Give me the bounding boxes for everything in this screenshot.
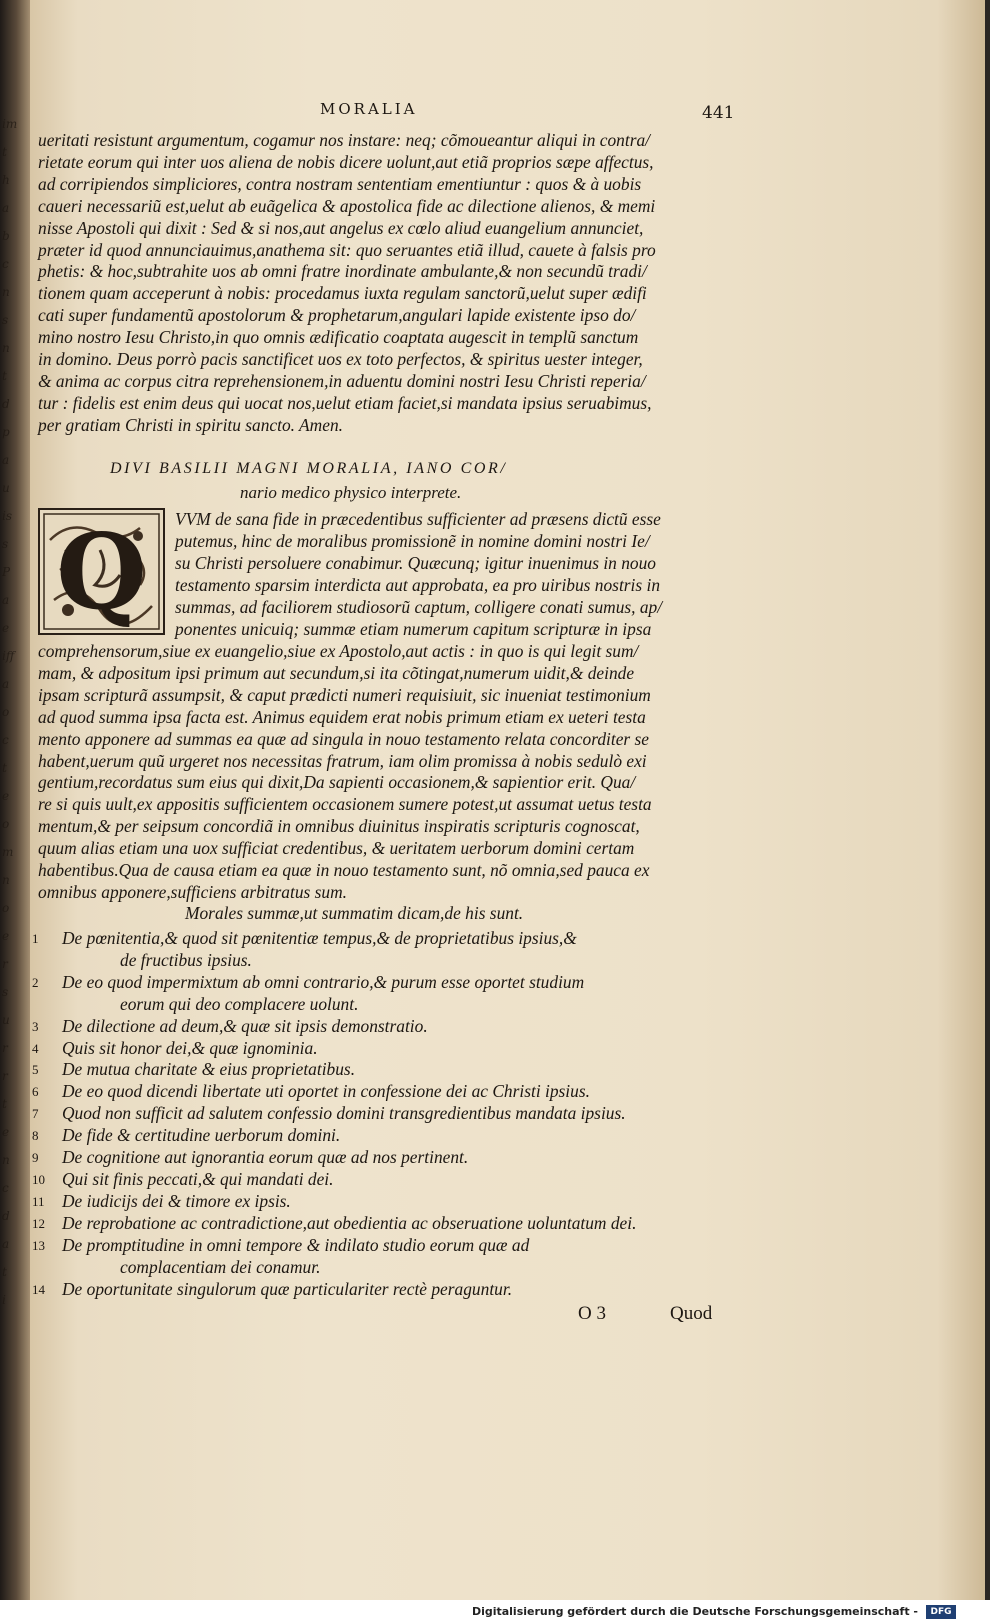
gutter-fragment: t xyxy=(2,1265,7,1279)
gutter-fragment: u xyxy=(2,1013,10,1027)
index-entry xyxy=(30,1125,750,1147)
gutter-fragment: e xyxy=(2,621,10,635)
entry-continuation: de fructibus ipsius. xyxy=(120,949,252,970)
gutter-fragment: c xyxy=(2,257,9,271)
entry-number: 11 xyxy=(32,1193,45,1209)
text-line: mino nostro Iesu Christo,in quo omnis ædificatio coaptata augescit in templũ sanctum xyxy=(38,327,639,348)
gutter-fragment: P xyxy=(2,565,11,579)
text-line: nisse Apostoli qui dixit : Sed & si nos,aut angelus ex cœlo aliud euangelium annunciet, xyxy=(38,217,644,238)
signature-mark: O 3 xyxy=(578,1303,606,1324)
gutter-fragment: b xyxy=(2,229,10,243)
entry-text: De oportunitate singulorum quæ particulariter rectè peraguntur. xyxy=(62,1278,513,1299)
text-line: putemus, hinc de moralibus promissionẽ in nomine domini nostri Ie/ xyxy=(175,530,650,551)
entry-text: De cognitione aut ignorantia eorum quæ ad nos pertinent. xyxy=(62,1147,469,1168)
entry-text: Quis sit honor dei,& quæ ignominia. xyxy=(62,1037,318,1058)
gutter-fragment: r xyxy=(2,1041,8,1055)
entry-number: 3 xyxy=(32,1018,39,1034)
gutter-fragment: is xyxy=(2,509,12,523)
gutter-fragment: a xyxy=(2,201,10,215)
entry-text: De iudicijs dei & timore ex ipsis. xyxy=(62,1190,291,1211)
entry-number: 7 xyxy=(32,1106,39,1122)
gutter-fragment: a xyxy=(2,453,10,467)
gutter-fragment: e xyxy=(2,789,10,803)
book-page xyxy=(30,0,985,1600)
gutter-fragment: d xyxy=(2,1209,10,1223)
text-line: gentium,recordatus sum eius qui dixit,Da sapienti occasionem,& sapientior erit. Qua/ xyxy=(38,772,636,793)
entry-number: 9 xyxy=(32,1150,39,1166)
entry-text: Qui sit finis peccati,& qui mandati dei. xyxy=(62,1168,334,1189)
text-line: su Christi persoluere conabimur. Quæcunq; igitur inuenimus in nouo xyxy=(175,552,656,573)
gutter-fragment: t xyxy=(2,369,7,383)
index-entry xyxy=(30,1103,750,1125)
previous-text-block xyxy=(38,130,738,437)
facing-page-fragments xyxy=(2,110,24,1330)
gutter-fragment: e xyxy=(2,929,10,943)
gutter-fragment: r xyxy=(2,957,8,971)
text-line: summas, ad faciliorem studiosorũ captum, colligere conati sumus, ap/ xyxy=(175,596,663,617)
folio-number: 441 xyxy=(702,103,735,123)
gutter-fragment: a xyxy=(2,1237,10,1251)
dfg-logo: DFG xyxy=(926,1605,956,1619)
text-line: re si quis uult,ex appositis sufficientem occasionem sumere potest,ut assumat uetus testa xyxy=(38,794,652,815)
entry-text: De dilectione ad deum,& quæ sit ipsis demonstratio. xyxy=(62,1015,428,1036)
summae-index-list xyxy=(30,928,750,1300)
entry-number: 13 xyxy=(32,1237,45,1253)
gutter-fragment: o xyxy=(2,817,10,831)
text-line: caueri necessariũ est,uelut ab euãgelica & apostolica fide ac dilectione alienos, & memi xyxy=(38,195,656,216)
gutter-fragment: a xyxy=(2,593,10,607)
entry-number: 1 xyxy=(32,931,39,946)
funding-credit: Digitalisierung gefördert durch die Deutsche Forschungsgemeinschaft - xyxy=(471,1605,918,1618)
entry-number: 14 xyxy=(32,1281,45,1297)
gutter-fragment: e xyxy=(2,1125,10,1139)
gutter-fragment: h xyxy=(2,173,10,187)
entry-text: De eo quod dicendi libertate uti oportet in confessione dei ac Christi ipsius. xyxy=(62,1081,590,1102)
initial-letter: Q xyxy=(56,509,147,633)
decorated-initial xyxy=(38,508,165,635)
text-line: rietate eorum qui inter uos aliena de nobis dicere uolunt,aut etiã proprios sæpe affectus, xyxy=(38,151,654,172)
intro-indented-block xyxy=(175,509,735,640)
entry-text: Quod non sufficit ad salutem confessio domini transgredientibus mandata ipsius. xyxy=(62,1103,626,1124)
page-header xyxy=(320,100,920,130)
text-line: per gratiam Christi in spiritu sancto. Amen. xyxy=(38,414,343,435)
text-line: ueritati resistunt argumentum, cogamur nos instare: neq; cõmoueantur aliqui in contra/ xyxy=(38,130,651,150)
gutter-fragment: n xyxy=(2,873,10,887)
index-entry xyxy=(30,1279,750,1301)
gutter-fragment: o xyxy=(2,901,10,915)
text-line: habentibus.Qua de causa etiam ea quæ in nouo testamento sunt, nõ omnia,sed pauca ex xyxy=(38,860,650,881)
text-line: habent,uerum quũ urgeret nos necessitas fratrum, iam olim promissa à nobis sedulò exi xyxy=(38,750,647,771)
gutter-fragment: s xyxy=(2,985,9,999)
text-line: ad corripiendos simpliciores, contra nostram sententiam ementiuntur : quos & à uobis xyxy=(38,173,642,194)
gutter-fragment: t xyxy=(2,761,7,775)
text-line: præter id quod annunciauimus,anathema sit: quo seruantes etiã illud, cauete à falsis pro xyxy=(38,239,656,260)
entry-number: 5 xyxy=(32,1062,39,1078)
text-line: phetis: & hoc,subtrahite uos ab omni fratre inordinate ambulante,& non secundũ tradi/ xyxy=(38,261,647,282)
gutter-fragment: p xyxy=(2,425,10,439)
digitization-footer xyxy=(0,1600,1000,1624)
section-subtitle: nario medico physico interprete. xyxy=(240,483,462,502)
gutter-fragment: c xyxy=(2,733,9,747)
index-entry xyxy=(30,1191,750,1213)
entry-number: 4 xyxy=(32,1040,39,1056)
entry-text: De fide & certitudine uerborum domini. xyxy=(62,1125,341,1146)
gutter-fragment: o xyxy=(2,705,10,719)
text-line: comprehensorum,siue ex euangelio,siue ex Apostolo,aut actis : in quo is qui legit sum/ xyxy=(38,641,639,661)
entry-text: De reprobatione ac contradictione,aut obedientia ac obseruatione uoluntatum dei. xyxy=(62,1212,637,1233)
entry-text: De mutua charitate & eius proprietatibus. xyxy=(62,1059,356,1080)
gutter-fragment: s xyxy=(2,537,9,551)
index-entry xyxy=(30,1169,750,1191)
intro-text-block xyxy=(38,641,738,904)
gutter-fragment: i xyxy=(2,1293,6,1307)
text-line: ad quod summa ipsa facta est. Animus equidem erat nobis primum etiam ex ueteri testa xyxy=(38,706,646,727)
gutter-fragment: n xyxy=(2,285,10,299)
index-entry xyxy=(30,1213,750,1235)
index-entry xyxy=(30,972,750,1016)
text-line: testamento sparsim interdicta aut approbata, ea pro uiribus nostris in xyxy=(175,574,661,595)
gutter-fragment: d xyxy=(2,397,10,411)
entry-text: De pœnitentia,& quod sit pœnitentiæ tempus,& de proprietatibus ipsius,& xyxy=(62,928,577,948)
text-line: omnibus apponere,sufficiens arbitratus sum. xyxy=(38,881,348,902)
entry-text: De eo quod impermixtum ab omni contrario,& purum esse oportet studium xyxy=(62,971,585,992)
text-line: cati super fundamentũ apostolorum & prophetarum,angulari lapide existente ipso do/ xyxy=(38,305,636,326)
entry-number: 6 xyxy=(32,1084,39,1100)
entry-number: 8 xyxy=(32,1128,39,1144)
gutter-fragment: t xyxy=(2,145,7,159)
text-line: in domino. Deus porrò pacis sanctificet uos ex toto perfectos, & spiritus uester integer, xyxy=(38,349,643,370)
summae-heading: Morales summæ,ut summatim dicam,de his sunt. xyxy=(185,903,524,923)
gutter-fragment: im xyxy=(2,117,18,131)
text-line: ponentes unicuiq; summæ etiam numerum capitum scripturæ in ipsa xyxy=(175,618,652,639)
index-entry xyxy=(30,1016,750,1038)
text-line: quum alias etiam una uox sufficiat credentibus, & ueritatem uerborum domini certam xyxy=(38,838,635,859)
gutter-fragment: a xyxy=(2,677,10,691)
gutter-fragment: t xyxy=(2,1097,7,1111)
gutter-fragment: m xyxy=(2,845,14,859)
gutter-fragment: u xyxy=(2,481,10,495)
text-line: tionem quam acceperunt à nobis: procedamus iuxta regulam sanctorũ,uelut super ædifi xyxy=(38,283,647,304)
text-line: VVM de sana fide in præcedentibus sufficienter ad præsens dictũ esse xyxy=(175,509,661,529)
gutter-fragment: n xyxy=(2,341,10,355)
gutter-fragment: iff xyxy=(2,649,15,663)
entry-continuation: eorum qui deo complacere uolunt. xyxy=(120,993,359,1014)
index-entry xyxy=(30,1147,750,1169)
section-title: DIVI BASILII MAGNI MORALIA, IANO COR/ xyxy=(110,460,508,477)
catchword: Quod xyxy=(670,1303,713,1324)
entry-continuation: complacentiam dei conamur. xyxy=(120,1256,321,1277)
text-line: tur : fidelis est enim deus qui uocat nos,uelut etiam faciet,si mandata ipsius seruabimus, xyxy=(38,392,652,413)
text-line: mentum,& per seipsum concordiã in omnibus diuinitus inspiratis scripturis cognoscat, xyxy=(38,816,640,837)
running-head: MORALIA xyxy=(320,100,418,118)
index-entry xyxy=(30,1235,750,1279)
index-entry xyxy=(30,1081,750,1103)
text-line: mam, & adpositum ipsi primum aut secundum,si ita cõtingat,numerum uidit,& deinde xyxy=(38,662,635,683)
facing-page-gutter xyxy=(0,0,30,1600)
entry-number: 12 xyxy=(32,1215,45,1231)
index-entry xyxy=(30,928,750,972)
text-line: ipsam scripturã assumpsit, & caput prædicti numeri requisiuit, sic inueniat testimonium xyxy=(38,684,651,705)
gutter-fragment: s xyxy=(2,313,9,327)
gutter-fragment: n xyxy=(2,1153,10,1167)
text-line: mento apponere ad summas ea quæ ad singula in nouo testamento relata concorditer se xyxy=(38,728,650,749)
index-entry xyxy=(30,1038,750,1060)
text-line: & anima ac corpus citra reprehensionem,in aduentu domini nostri Iesu Christi reperia/ xyxy=(38,370,646,391)
gutter-fragment: r xyxy=(2,1069,8,1083)
gutter-fragment: c xyxy=(2,1181,9,1195)
index-entry xyxy=(30,1059,750,1081)
entry-number: 2 xyxy=(32,974,39,990)
entry-text: De promptitudine in omni tempore & indilato studio eorum quæ ad xyxy=(62,1234,530,1255)
entry-number: 10 xyxy=(32,1171,45,1187)
